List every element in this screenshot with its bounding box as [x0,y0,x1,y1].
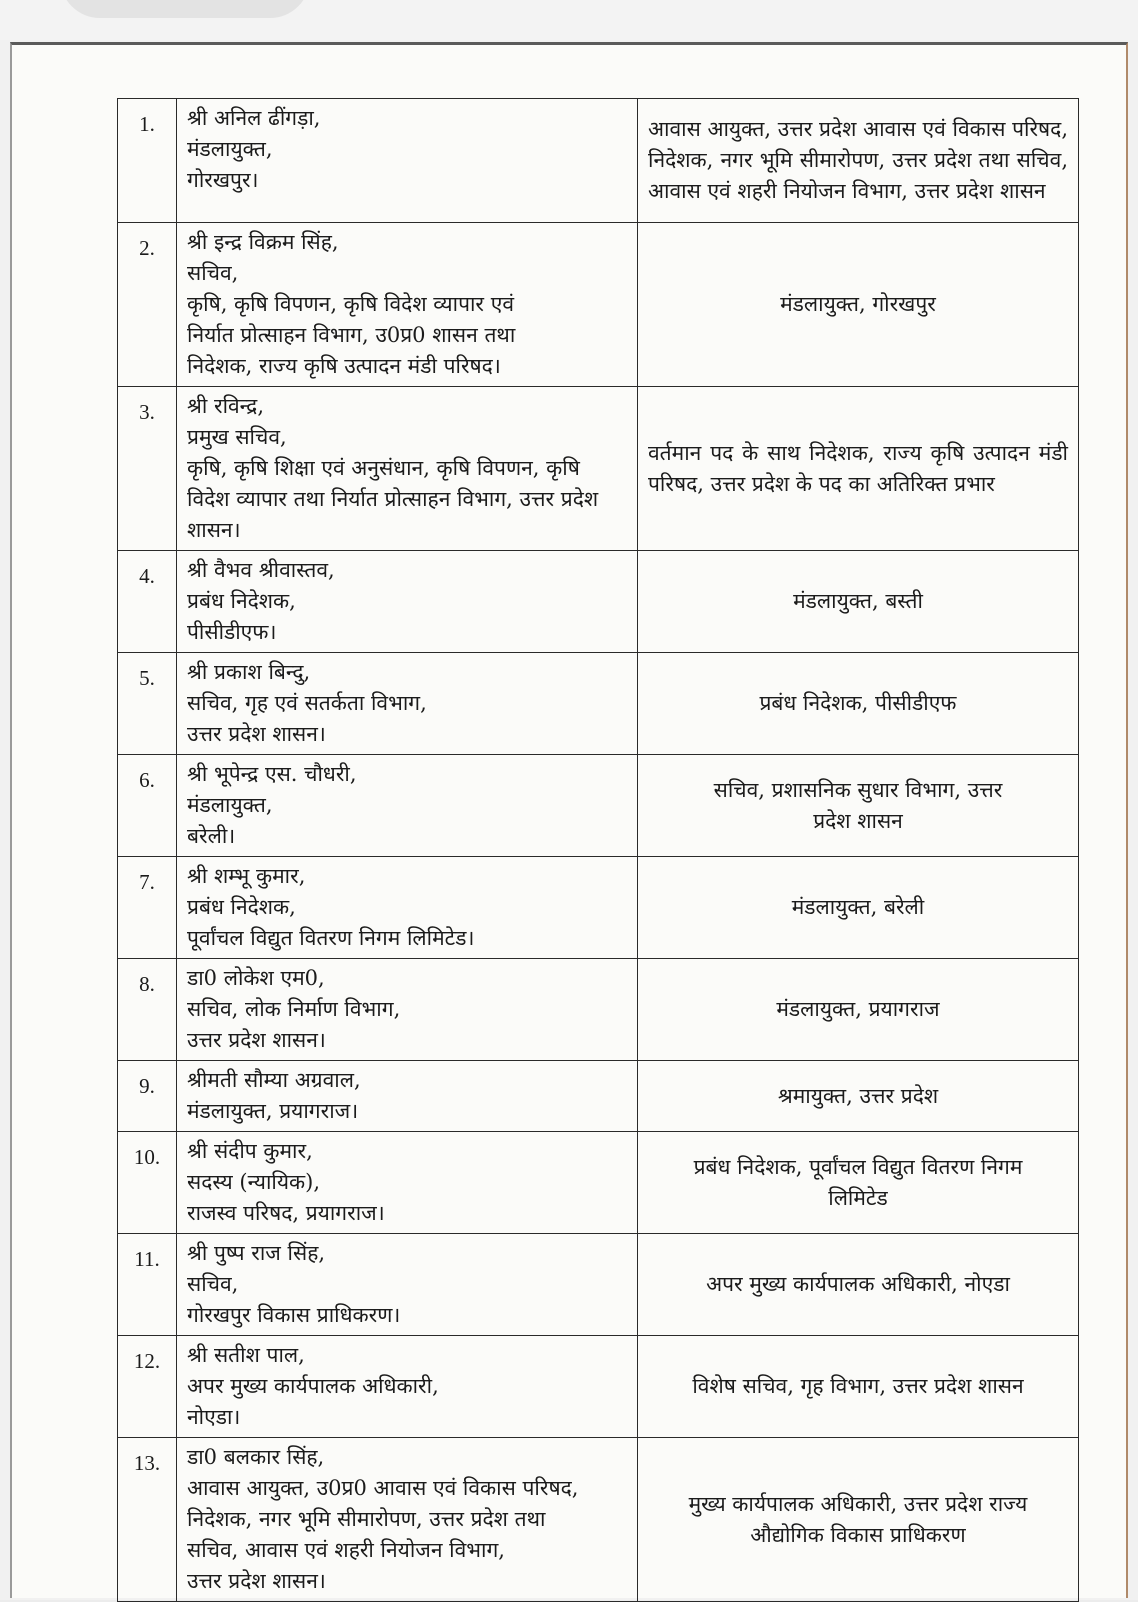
serial-number: 1. [118,99,177,223]
officer-line: सचिव, लोक निर्माण विभाग, [187,997,401,1021]
officer-line: निदेशक, नगर भूमि सीमारोपण, उत्तर प्रदेश तथा [187,1507,546,1531]
posting-cell: विशेष सचिव, गृह विभाग, उत्तर प्रदेश शासन [638,1336,1079,1438]
serial-number: 8. [118,959,177,1061]
officer-line: डा0 बलकार सिंह, [187,1445,325,1469]
officer-line: कृषि, कृषि विपणन, कृषि विदेश व्यापार एवं [187,292,514,316]
officer-line: निदेशक, राज्य कृषि उत्पादन मंडी परिषद। [187,354,501,378]
serial-number: 13. [118,1438,177,1602]
officer-cell [177,959,638,1061]
officer-line: अपर मुख्य कार्यपालक अधिकारी, [187,1374,439,1398]
officer-line: प्रबंध निदेशक, [187,589,296,613]
officer-line: श्री रविन्द्र, [187,394,265,418]
officer-cell [177,653,638,755]
officer-line: आवास आयुक्त, उ0प्र0 आवास एवं विकास परिषद, [187,1476,579,1500]
officer-line: पूर्वांचल विद्युत वितरण निगम लिमिटेड। [187,926,475,950]
officer-line: गोरखपुर विकास प्राधिकरण। [187,1303,401,1327]
transfer-table [117,98,1079,1602]
posting-cell: सचिव, प्रशासनिक सुधार विभाग, उत्तर प्रदेश शासन [638,755,1079,857]
document-page [10,42,1128,1598]
table-row [118,1132,1079,1234]
table-row [118,959,1079,1061]
table-row [118,1234,1079,1336]
table-row [118,1061,1079,1132]
officer-line: राजस्व परिषद, प्रयागराज। [187,1201,385,1225]
posting-cell: प्रबंध निदेशक, पीसीडीएफ [638,653,1079,755]
officer-line: उत्तर प्रदेश शासन। [187,1028,326,1052]
posting-cell: मुख्य कार्यपालक अधिकारी, उत्तर प्रदेश राज्य औद्योगिक विकास प्राधिकरण [638,1438,1079,1602]
officer-cell [177,1061,638,1132]
posting-cell: श्रमायुक्त, उत्तर प्रदेश [638,1061,1079,1132]
officer-line: श्री वैभव श्रीवास्तव, [187,558,335,582]
officer-line: प्रमुख सचिव, [187,425,287,449]
table-row [118,755,1079,857]
table-row [118,223,1079,387]
serial-number: 6. [118,755,177,857]
officer-line: सचिव, [187,1272,239,1296]
serial-number: 12. [118,1336,177,1438]
top-shadow [60,0,310,18]
officer-line: निर्यात प्रोत्साहन विभाग, उ0प्र0 शासन तथा [187,323,516,347]
officer-line: श्री संदीप कुमार, [187,1139,313,1163]
officer-line: पीसीडीएफ। [187,620,277,644]
officer-line: सचिव, [187,261,239,285]
officer-line: उत्तर प्रदेश शासन। [187,722,326,746]
serial-number: 9. [118,1061,177,1132]
table-row [118,857,1079,959]
officer-cell [177,387,638,551]
officer-line: श्रीमती सौम्या अग्रवाल, [187,1068,361,1092]
officer-line: श्री इन्द्र विक्रम सिंह, [187,230,339,254]
officer-line: श्री भूपेन्द्र एस. चौधरी, [187,762,357,786]
serial-number: 11. [118,1234,177,1336]
officer-line: नोएडा। [187,1405,241,1429]
officer-line: श्री शम्भू कुमार, [187,864,306,888]
serial-number: 2. [118,223,177,387]
officer-line: श्री अनिल ढींगड़ा, [187,106,321,130]
officer-line: कृषि, कृषि शिक्षा एवं अनुसंधान, कृषि विपणन, कृषि विदेश व्यापार तथा निर्यात प्रोत्साहन विभाग, उत्तर प्रदेश शासन। [187,456,599,542]
serial-number: 10. [118,1132,177,1234]
officer-cell [177,1132,638,1234]
table-row [118,1336,1079,1438]
serial-number: 4. [118,551,177,653]
serial-number: 7. [118,857,177,959]
officer-line: डा0 लोकेश एम0, [187,966,325,990]
officer-cell [177,551,638,653]
posting-cell: वर्तमान पद के साथ निदेशक, राज्य कृषि उत्पादन मंडी परिषद, उत्तर प्रदेश के पद का अतिरिक्त प्रभार [638,387,1079,551]
officer-line: मंडलायुक्त, [187,137,273,161]
posting-cell: अपर मुख्य कार्यपालक अधिकारी, नोएडा [638,1234,1079,1336]
table-row [118,99,1079,223]
posting-cell: मंडलायुक्त, बरेली [638,857,1079,959]
officer-line: गोरखपुर। [187,168,259,192]
officer-line: मंडलायुक्त, प्रयागराज। [187,1099,359,1123]
table-row [118,387,1079,551]
posting-cell: प्रबंध निदेशक, पूर्वांचल विद्युत वितरण निगम लिमिटेड [638,1132,1079,1234]
officer-line: श्री सतीश पाल, [187,1343,305,1367]
officer-cell [177,857,638,959]
officer-line: श्री पुष्प राज सिंह, [187,1241,326,1265]
officer-line: मंडलायुक्त, [187,793,273,817]
officer-cell [177,99,638,223]
officer-cell [177,1234,638,1336]
officer-line: बरेली। [187,824,236,848]
posting-cell: मंडलायुक्त, प्रयागराज [638,959,1079,1061]
officer-line: उत्तर प्रदेश शासन। [187,1569,326,1593]
table-row [118,653,1079,755]
officer-line: सचिव, गृह एवं सतर्कता विभाग, [187,691,427,715]
posting-cell: मंडलायुक्त, गोरखपुर [638,223,1079,387]
officer-cell [177,755,638,857]
officer-cell [177,1438,638,1602]
officer-line: श्री प्रकाश बिन्दु, [187,660,311,684]
table-row [118,551,1079,653]
officer-line: प्रबंध निदेशक, [187,895,296,919]
posting-cell: मंडलायुक्त, बस्ती [638,551,1079,653]
officer-cell [177,223,638,387]
officer-cell [177,1336,638,1438]
officer-line: सचिव, आवास एवं शहरी नियोजन विभाग, [187,1538,505,1562]
serial-number: 5. [118,653,177,755]
officer-line: सदस्य (न्यायिक), [187,1170,320,1194]
serial-number: 3. [118,387,177,551]
table-row [118,1438,1079,1602]
posting-cell: आवास आयुक्त, उत्तर प्रदेश आवास एवं विकास परिषद, निदेशक, नगर भूमि सीमारोपण, उत्तर प्रदेश तथा सचिव, आवास एवं शहरी नियोजन विभाग, उत्तर प्रदेश शासन [638,99,1079,223]
